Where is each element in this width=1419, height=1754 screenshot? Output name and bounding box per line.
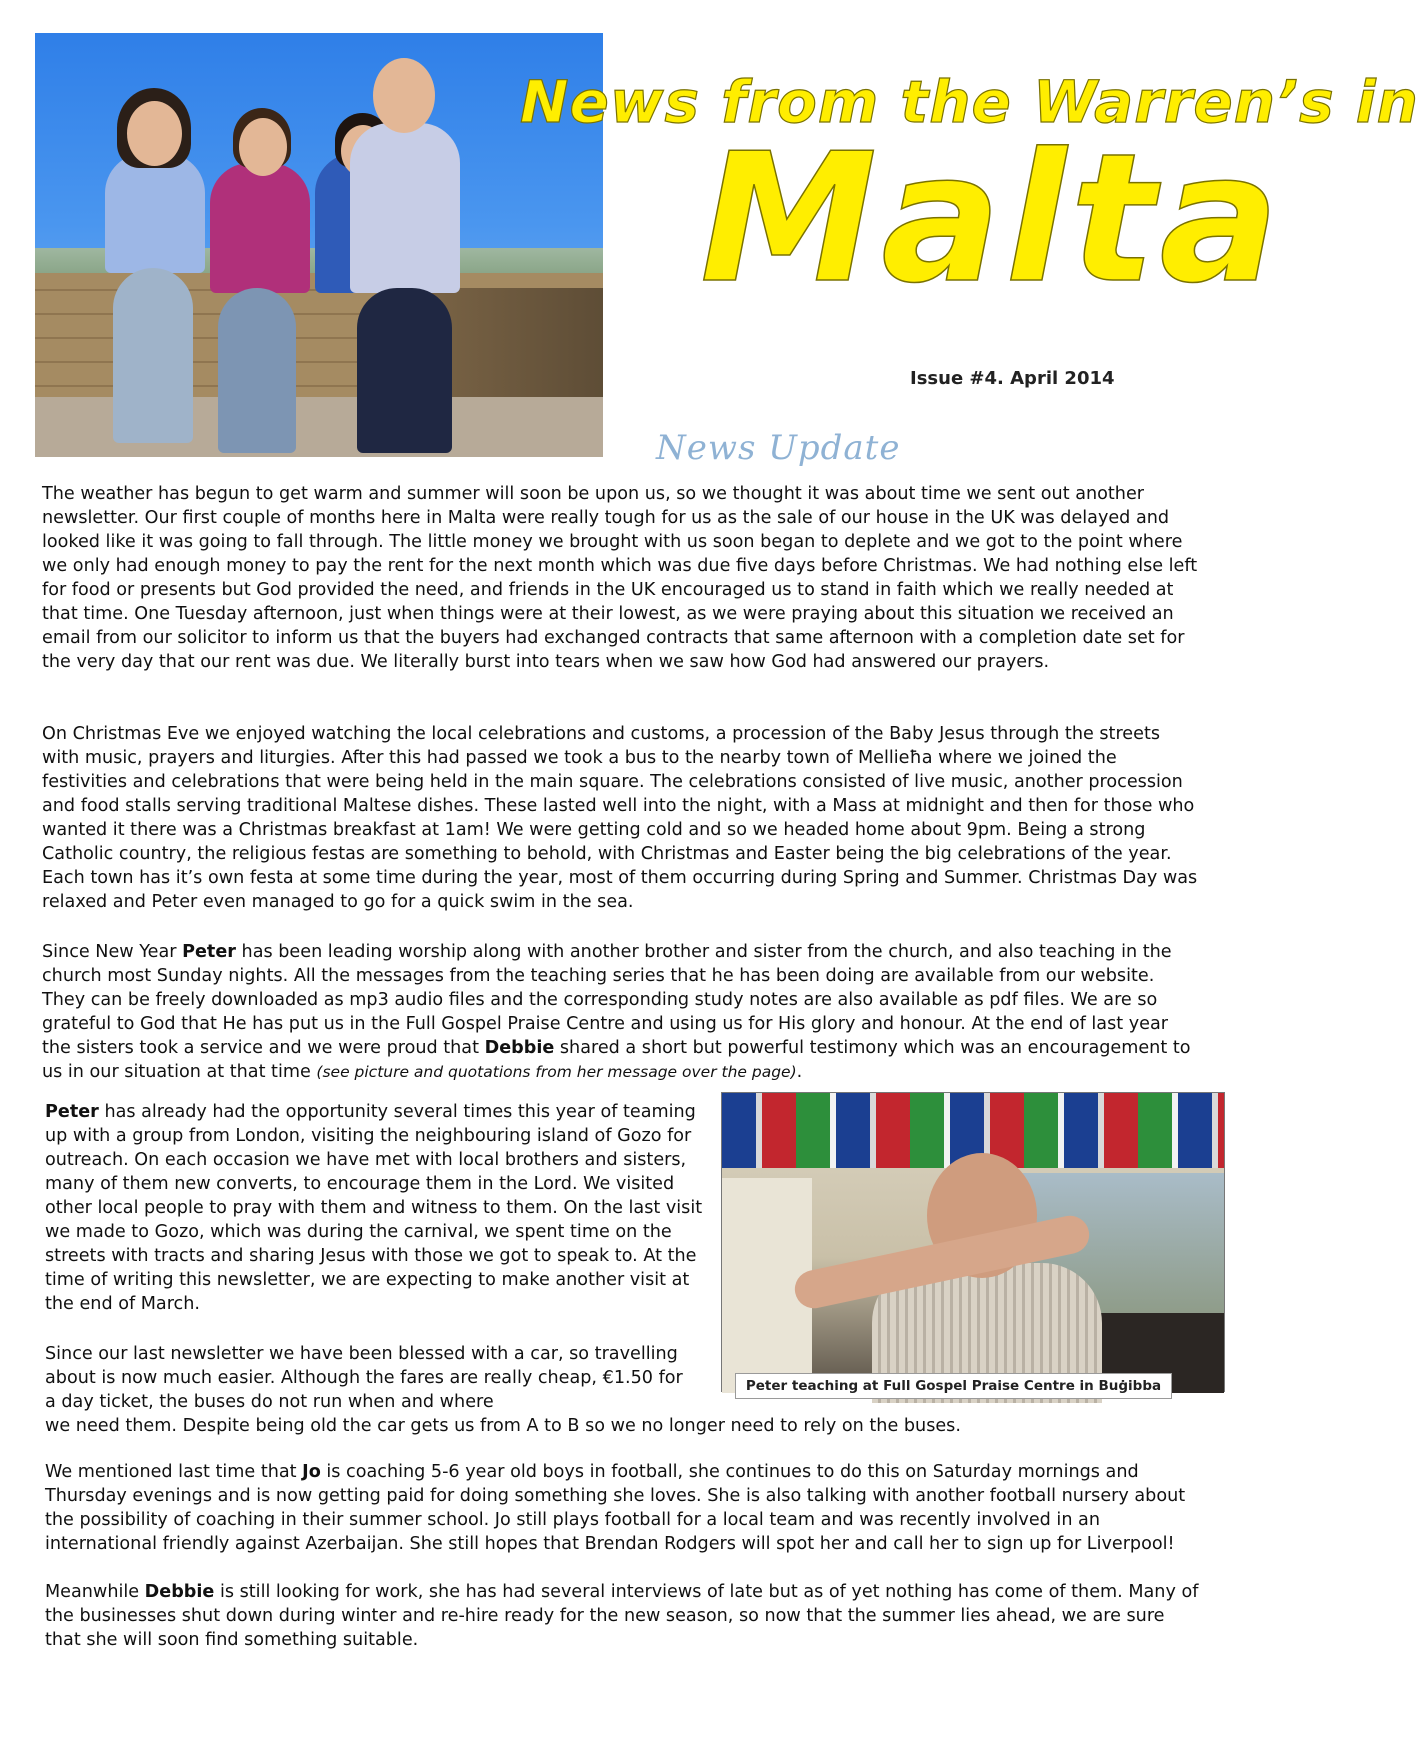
teaching-photo — [721, 1092, 1225, 1392]
page-note: (see picture and quotations from her message over the page) — [316, 1063, 797, 1081]
name-debbie: Debbie — [484, 1038, 555, 1058]
family-photo — [35, 33, 603, 457]
name-peter: Peter — [182, 942, 236, 962]
name-jo: Jo — [302, 1462, 321, 1482]
paragraph-debbie: Meanwhile Debbie is still looking for work, she has had several interviews of late but as of yet nothing has come of them. Many of the businesses shut down during winter and re-hire ready for the new season, so now that the summer lies ahead, we are sure that she will soon find something suitable. — [45, 1582, 1199, 1650]
issue-info: Issue #4. April 2014 — [910, 368, 1115, 389]
photo-caption: Peter teaching at Full Gospel Praise Centre in Buġibba — [735, 1373, 1172, 1399]
paragraph-jo: We mentioned last time that Jo is coaching 5-6 year old boys in football, she continues to do this on Saturday mornings and Thursday evenings and is now getting paid for doing something she loves. She is also talking with another football nursery about the possibility of coaching in their summer school. Jo still plays football for a local team and was recently involved in an international friendly against Azerbaijan. She still hopes that Brendan Rodgers will spot her and call her to sign up for Liverpool! — [45, 1462, 1186, 1554]
name-debbie: Debbie — [144, 1582, 215, 1602]
paragraph-gozo: Peter has already had the opportunity several times this year of teaming up with a group from London, visiting the neighbouring island of Gozo for outreach. On each occasion we have met with local brothers and sisters, many of them new converts, to encourage them in the Lord. We visited other local people to pray with them and witness to them. On the last visit we made to Gozo, which was during the carnival, we spent time on the streets with tracts and sharing Jesus with those we got to speak to. At the time of writing this newsletter, we are expecting to make another visit at the end of March. — [45, 1102, 703, 1314]
newsletter-title: News from the Warren’s in — [520, 68, 1419, 136]
paragraph-christmas: On Christmas Eve we enjoyed watching the local celebrations and customs, a procession of the Baby Jesus through the streets with music, prayers and liturgies. After this had passed we took a bus to the nearby town of Mellieħa where we joined the festivities and celebrations that were being held in the main square. The celebrations consisted of live music, another procession and food stalls serving traditional Maltese dishes. These lasted well into the night, with a Mass at midnight and then for those who wanted it there was a Christmas breakfast at 1am! We were getting cold and so we headed home about 9pm. Being a strong Catholic country, the religious festas are something to behold, with Christmas and Easter being the big celebrations of the year. Each town has it’s own festa at some time during the year, most of them occurring during Spring and Summer. Christmas Day was relaxed and Peter even managed to go for a quick swim in the sea. — [42, 724, 1198, 912]
paragraph-new-year: Since New Year Peter has been leading worship along with another brother and sister from the church, and also teaching in the church most Sunday nights. All the messages from the teaching series that he has been doing are available from our website. They can be freely downloaded as mp3 audio files and the corresponding study notes are also available as pdf files. We are so grateful to God that He has put us in the Full Gospel Praise Centre and using us for His glory and honour. At the end of last year the sisters took a service and we were proud that Debbie shared a short but powerful testimony which was an encouragement to us in our situation at that time (see picture and quotations from her message over the page). — [42, 942, 1191, 1082]
paragraph-car: Since our last newsletter we have been blessed with a car, so travelling about is now much easier. Although the fares are really cheap, €1.50 for a day ticket, the buses do not run when and where we need them. Despite being old the car gets us from A to B so we no longer need to rely on the buses. — [45, 1344, 961, 1436]
name-peter: Peter — [45, 1102, 99, 1122]
newsletter-title-country: Malta — [700, 115, 1284, 322]
paragraph-intro: The weather has begun to get warm and summer will soon be upon us, so we thought it was about time we sent out another newsletter. Our first couple of months here in Malta were really tough for us as the sale of our house in the UK was delayed and looked like it was going to fall through. The little money we brought with us soon began to deplete and we got to the point where we only had enough money to pay the rent for the next month which was due five days before Christmas. We had nothing else left for food or presents but God provided the need, and friends in the UK encouraged us to stand in faith which we really needed at that time. One Tuesday afternoon, just when things were at their lowest, as we were praying about this situation we received an email from our solicitor to inform us that the buyers had exchanged contracts that same afternoon with a completion date set for the very day that our rent was due. We literally burst into tears when we saw how God had answered our prayers. — [42, 484, 1198, 672]
section-heading: News Update — [656, 428, 901, 468]
